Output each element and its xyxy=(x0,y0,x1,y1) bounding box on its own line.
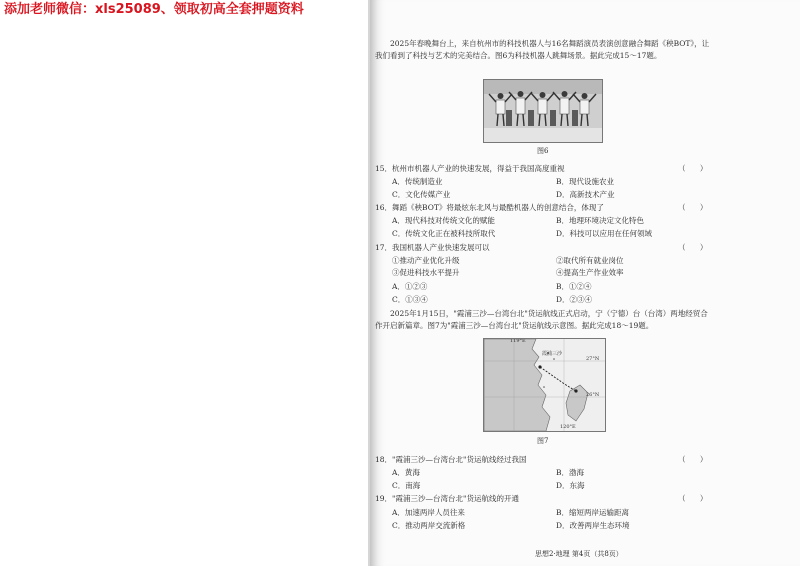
question-17-option-b: B．①②④ xyxy=(556,282,592,291)
question-18-option-d: D．东海 xyxy=(556,481,585,490)
question-18-stem: 18．"霞浦三沙—台湾台北"货运航线经过我国 xyxy=(375,455,527,464)
question-16-option-a: A．现代科技对传统文化的赋能 xyxy=(392,216,495,225)
promo-banner: 添加老师微信：xls25089、领取初高全套押题资料 xyxy=(4,2,304,17)
question-17-statement-3: ③促进科技水平提升 xyxy=(392,268,460,277)
question-18-option-c: C．南海 xyxy=(392,481,421,490)
question-15-option-a: A．传统制造业 xyxy=(392,177,443,186)
question-15-stem: 15．杭州市机器人产业的快速发展，得益于我国高度重视 xyxy=(375,164,565,173)
question-15-answer-blank: （ ） xyxy=(678,164,714,173)
question-17-answer-blank: （ ） xyxy=(678,243,714,252)
question-16-stem: 16．舞蹈《秧BOT》将最炫东北风与最酷机器人的创意结合，体现了 xyxy=(375,203,604,212)
question-15-option-b: B．现代设施农业 xyxy=(556,177,615,186)
question-18-option-b: B．渤海 xyxy=(556,468,585,477)
passage-1: 2025年春晚舞台上，来自杭州市的科技机器人与16名舞蹈演员表演创意融合舞蹈《秧BOT》，让我们看到了科技与艺术的完美结合。图6为科技机器人跳舞场景。据此完成15～17题。 xyxy=(375,39,710,60)
question-15-option-c: C．文化传媒产业 xyxy=(392,190,451,199)
question-17-statement-1: ①推动产业优化升级 xyxy=(392,256,460,265)
question-17-statement-4: ④提高生产作业效率 xyxy=(556,268,624,277)
question-17-statement-2: ②取代所有就业岗位 xyxy=(556,256,624,265)
question-15-option-d: D．高新技术产业 xyxy=(556,190,615,199)
map-mid-latitude: 26°N xyxy=(586,392,600,398)
question-17-option-c: C．①③④ xyxy=(392,295,428,304)
question-19-option-a: A．加速两岸人员往来 xyxy=(392,508,465,517)
question-16-option-c: C．传统文化正在被科技所取代 xyxy=(392,229,496,238)
figure-7-caption: 图7 xyxy=(537,437,549,445)
question-17-option-a: A．①②③ xyxy=(392,282,428,291)
figure-7-shipping-route-map xyxy=(483,338,606,432)
question-16-option-d: D．科技可以应用在任何领域 xyxy=(556,229,653,238)
figure-6-caption: 图6 xyxy=(537,147,549,155)
question-19-option-d: D．改善两岸生态环境 xyxy=(556,521,630,530)
map-top-longitude: 119°E xyxy=(510,338,526,344)
passage-2: 2025年1月15日，"霞浦三沙—台湾台北"货运航线正式启动，宁（宁德）台（台湾）两地经贸合作开启新篇章。图7为"霞浦三沙—台湾台北"货运航线示意图。据此完成18～19题。 xyxy=(375,309,708,330)
question-19-stem: 19．"霞浦三沙—台湾台北"货运航线的开通 xyxy=(375,494,519,503)
question-17-option-d: D．②③④ xyxy=(556,295,593,304)
question-19-answer-blank: （ ） xyxy=(678,494,714,503)
robot-dance-illustration xyxy=(484,80,602,142)
question-17-stem: 17．我国机器人产业快速发展可以 xyxy=(375,243,490,252)
question-19-option-c: C．推动两岸交流新格 xyxy=(392,521,466,530)
question-19-option-b: B．缩短两岸运输距离 xyxy=(556,508,630,517)
question-18-option-a: A．黄海 xyxy=(392,468,420,477)
map-place-label: 霞浦三沙 xyxy=(542,351,563,357)
question-16-option-b: B．地理环境决定文化特色 xyxy=(556,216,645,225)
page-footer: 思想2·地理 第4页（共8页） xyxy=(535,550,623,558)
question-16-answer-blank: （ ） xyxy=(678,203,714,212)
figure-6-robot-dance-photo xyxy=(483,79,603,143)
map-north-latitude: 27°N xyxy=(586,356,600,362)
map-east-longitude: 120°E xyxy=(560,424,576,430)
question-18-answer-blank: （ ） xyxy=(678,455,714,464)
